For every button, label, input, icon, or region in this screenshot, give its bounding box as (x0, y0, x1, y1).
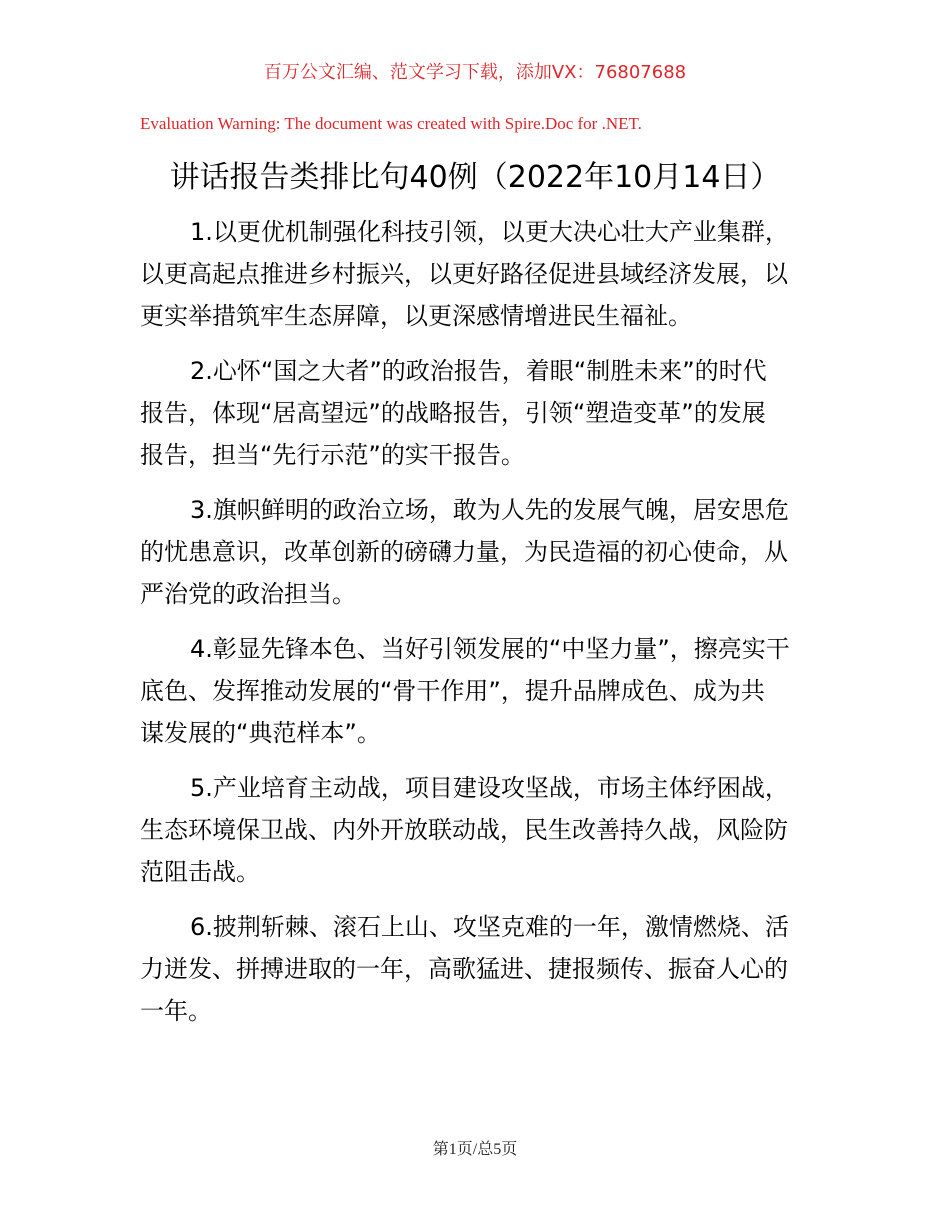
paragraph-line: 严治党的政治担当。 (140, 580, 356, 608)
paragraph-line: 范阻击战。 (140, 858, 260, 886)
download-banner: 百万公文汇编、范文学习下载，添加VX：76807688 (263, 62, 687, 83)
paragraph-line: 1.以更优机制强化科技引领，以更大决心壮大产业集群， (190, 218, 789, 246)
paragraph (140, 628, 820, 754)
paragraph-line: 谋发展的“典范样本”。 (140, 719, 381, 747)
paragraph-line: 的忧患意识，改革创新的磅礴力量，为民造福的初心使命，从 (140, 538, 788, 566)
paragraph-line: 3.旗帜鲜明的政治立场，敢为人先的发展气魄，居安思危 (190, 496, 789, 524)
paragraph-line: 生态环境保卫战、内外开放联动战，民生改善持久战，风险防 (140, 816, 788, 844)
paragraph (140, 767, 820, 893)
paragraph-line: 底色、发挥推动发展的“骨干作用”，提升品牌成色、成为共 (140, 677, 765, 705)
paragraph (140, 489, 820, 615)
page-footer: 第1页/总5页 (432, 1141, 518, 1158)
paragraph-line: 报告，担当“先行示范”的实干报告。 (140, 441, 525, 469)
paragraph (140, 906, 820, 1032)
paragraph-line: 一年。 (140, 997, 212, 1025)
evaluation-warning: Evaluation Warning: The document was created with Spire.Doc for .NET. (140, 114, 642, 133)
paragraph-line: 报告，体现“居高望远”的战略报告，引领“塑造变革”的发展 (140, 399, 766, 427)
paragraph-line: 6.披荆斩棘、滚石上山、攻坚克难的一年，激情燃烧、活 (190, 913, 789, 941)
paragraph-line: 更实举措筑牢生态屏障，以更深感情增进民生福祉。 (140, 302, 692, 330)
paragraph-line: 5.产业培育主动战，项目建设攻坚战，市场主体纾困战， (190, 774, 789, 802)
document-title: 讲话报告类排比句40例（2022年10月14日） (169, 160, 781, 195)
paragraph (140, 211, 820, 337)
paragraph-line: 4.彰显先锋本色、当好引领发展的“中坚力量”，擦亮实干 (190, 635, 790, 663)
paragraph (140, 350, 820, 476)
paragraph-line: 力迸发、拼搏进取的一年，高歌猛进、捷报频传、振奋人心的 (140, 955, 788, 983)
document-body (140, 211, 820, 1045)
paragraph-line: 以更高起点推进乡村振兴，以更好路径促进县域经济发展，以 (140, 260, 788, 288)
paragraph-line: 2.心怀“国之大者”的政治报告，着眼“制胜未来”的时代 (190, 357, 767, 385)
